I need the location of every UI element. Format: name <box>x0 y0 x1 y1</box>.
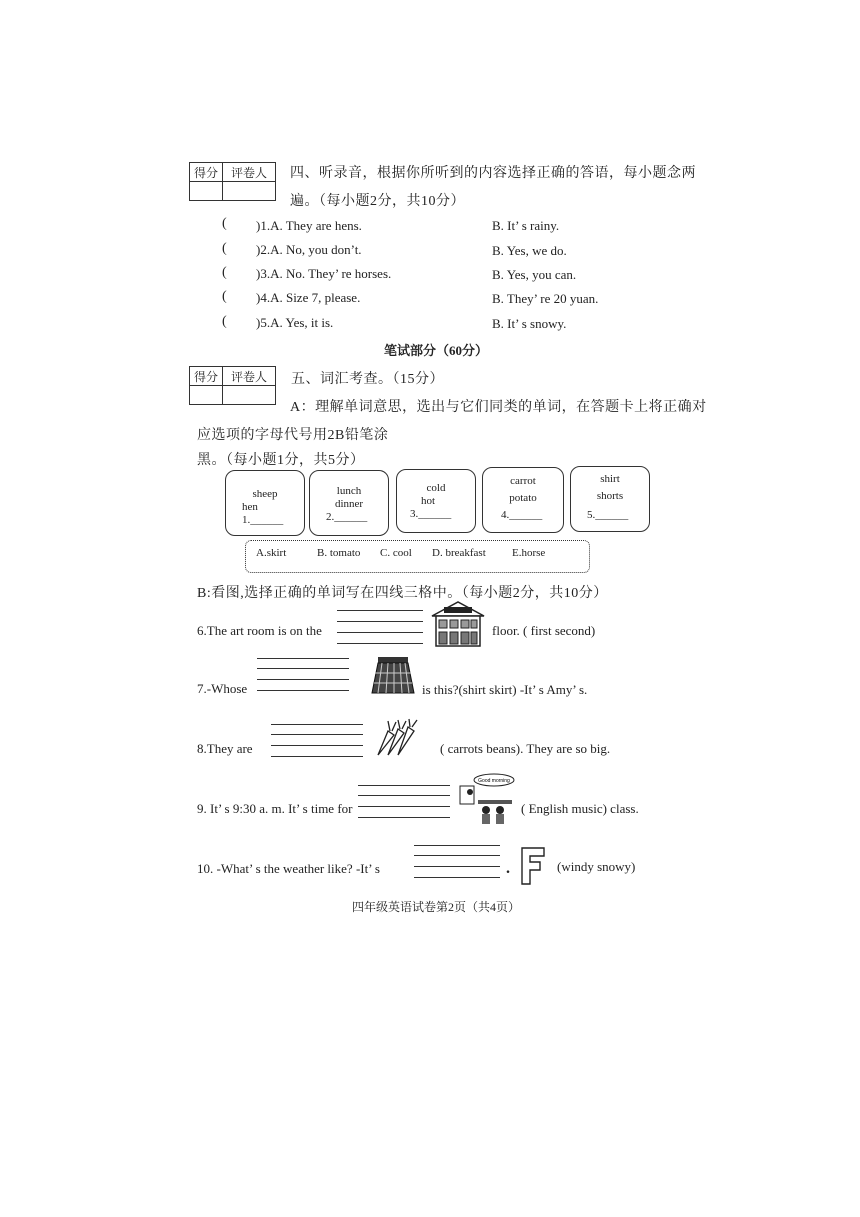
carrots-image <box>374 717 420 759</box>
q7-text-before: 7.-Whose <box>197 681 248 696</box>
q7-writing-lines[interactable] <box>257 658 349 692</box>
option-b: B. It’ s snowy. <box>492 316 567 331</box>
section5-title: 五、词汇考查。（15分） <box>291 372 444 387</box>
choice-option: B. tomato <box>317 547 361 559</box>
written-part-title: 笔试部分（60分） <box>384 343 489 358</box>
choice-option: D. breakfast <box>432 547 486 559</box>
score-cell[interactable] <box>190 386 223 405</box>
option-b: B. They’ re 20 yuan. <box>492 291 599 306</box>
option-a: )4.A. Size 7, please. <box>256 290 361 305</box>
q9-text-before: 9. It’ s 9:30 a. m. It’ s time for <box>197 801 353 816</box>
option-b: B. It’ s rainy. <box>492 218 560 233</box>
answer-blank[interactable]: 3.______ <box>410 508 452 520</box>
word: shirt <box>600 473 620 485</box>
word-group-box-2 <box>309 470 389 536</box>
word: hen <box>242 501 258 513</box>
answer-blank[interactable]: 1.______ <box>242 514 284 526</box>
word: shorts <box>596 490 624 502</box>
option-a: )2.A. No, you don’t. <box>256 242 362 257</box>
q6-text-before: 6.The art room is on the <box>197 623 322 638</box>
score-table-section5 <box>189 366 276 405</box>
q10-text-before: 10. -What’ s the weather like? -It’ s <box>197 861 380 876</box>
word: potato <box>509 492 537 504</box>
q10-period: . <box>506 860 510 877</box>
answer-blank[interactable]: 4.______ <box>501 509 543 521</box>
q9-writing-lines[interactable] <box>358 785 450 819</box>
score-label: 得分 <box>190 163 223 182</box>
word: sheep <box>252 488 278 500</box>
skirt-image <box>370 655 416 695</box>
page-footer: 四年级英语试卷第2页（共4页） <box>352 900 521 914</box>
word: lunch <box>336 485 362 497</box>
grader-cell[interactable] <box>223 182 276 201</box>
q7-text-after: is this?(shirt skirt) -It’ s Amy’ s. <box>422 682 588 697</box>
section4-title-line2: 遍。（每小题2分，共10分） <box>290 194 465 209</box>
option-b: B. Yes, you can. <box>492 267 577 282</box>
word-group-box-1 <box>225 470 305 536</box>
classroom-image <box>458 772 516 826</box>
option-a: )5.A. Yes, it is. <box>256 315 334 330</box>
q10-text-after: (windy snowy) <box>557 859 636 874</box>
section4-title-line1: 四、听录音，根据你所听到的内容选择正确的答语，每小题念两 <box>290 166 696 181</box>
q8-text-after: ( carrots beans). They are so big. <box>440 741 611 756</box>
partA-instructions-line2: 应选项的字母代号用2B铅笔涂 <box>197 428 389 443</box>
speech-bubble-text: Good morning <box>478 778 510 784</box>
partA-instructions-line3: 黑。（每小题1分，共5分） <box>197 453 365 468</box>
word-group-box-5 <box>570 466 650 532</box>
partA-instructions-line1: A：理解单词意思，选出与它们同类的单词，在答题卡上将正确对 <box>290 400 707 415</box>
answer-blank[interactable]: 2.______ <box>326 511 368 523</box>
partB-instructions: B:看图,选择正确的单词写在四线三格中。（每小题2分，共10分） <box>197 586 608 601</box>
word: cold <box>426 482 446 494</box>
grader-cell[interactable] <box>223 386 276 405</box>
choice-option: A.skirt <box>256 547 287 559</box>
school-building-image <box>430 600 486 648</box>
grader-label: 评卷人 <box>223 163 276 182</box>
word: hot <box>421 495 436 507</box>
word: dinner <box>334 498 364 510</box>
q9-text-after: ( English music) class. <box>521 801 639 816</box>
answer-paren[interactable]: ( <box>222 216 227 231</box>
score-table-section4 <box>189 162 276 201</box>
choices-box <box>245 540 590 573</box>
score-cell[interactable] <box>190 182 223 201</box>
option-a: )3.A. No. They’ re horses. <box>256 266 392 281</box>
grader-label: 评卷人 <box>223 367 276 386</box>
q6-writing-lines[interactable] <box>337 610 423 650</box>
word-group-box-3 <box>396 469 476 533</box>
option-a: )1.A. They are hens. <box>256 218 362 233</box>
q8-writing-lines[interactable] <box>271 724 363 758</box>
answer-paren[interactable]: ( <box>222 314 227 329</box>
answer-blank[interactable]: 5.______ <box>587 509 629 521</box>
answer-paren[interactable]: ( <box>222 289 227 304</box>
answer-paren[interactable]: ( <box>222 241 227 256</box>
option-b: B. Yes, we do. <box>492 243 567 258</box>
word-group-box-4 <box>482 467 564 533</box>
word: carrot <box>510 475 536 487</box>
score-label: 得分 <box>190 367 223 386</box>
choice-option: E.horse <box>512 547 546 559</box>
q6-text-after: floor. ( first second) <box>492 623 596 638</box>
q8-text-before: 8.They are <box>197 741 253 756</box>
answer-paren[interactable]: ( <box>222 265 227 280</box>
weather-letter-image <box>518 846 548 886</box>
choice-option: C. cool <box>380 547 412 559</box>
q10-writing-lines[interactable] <box>414 845 500 879</box>
